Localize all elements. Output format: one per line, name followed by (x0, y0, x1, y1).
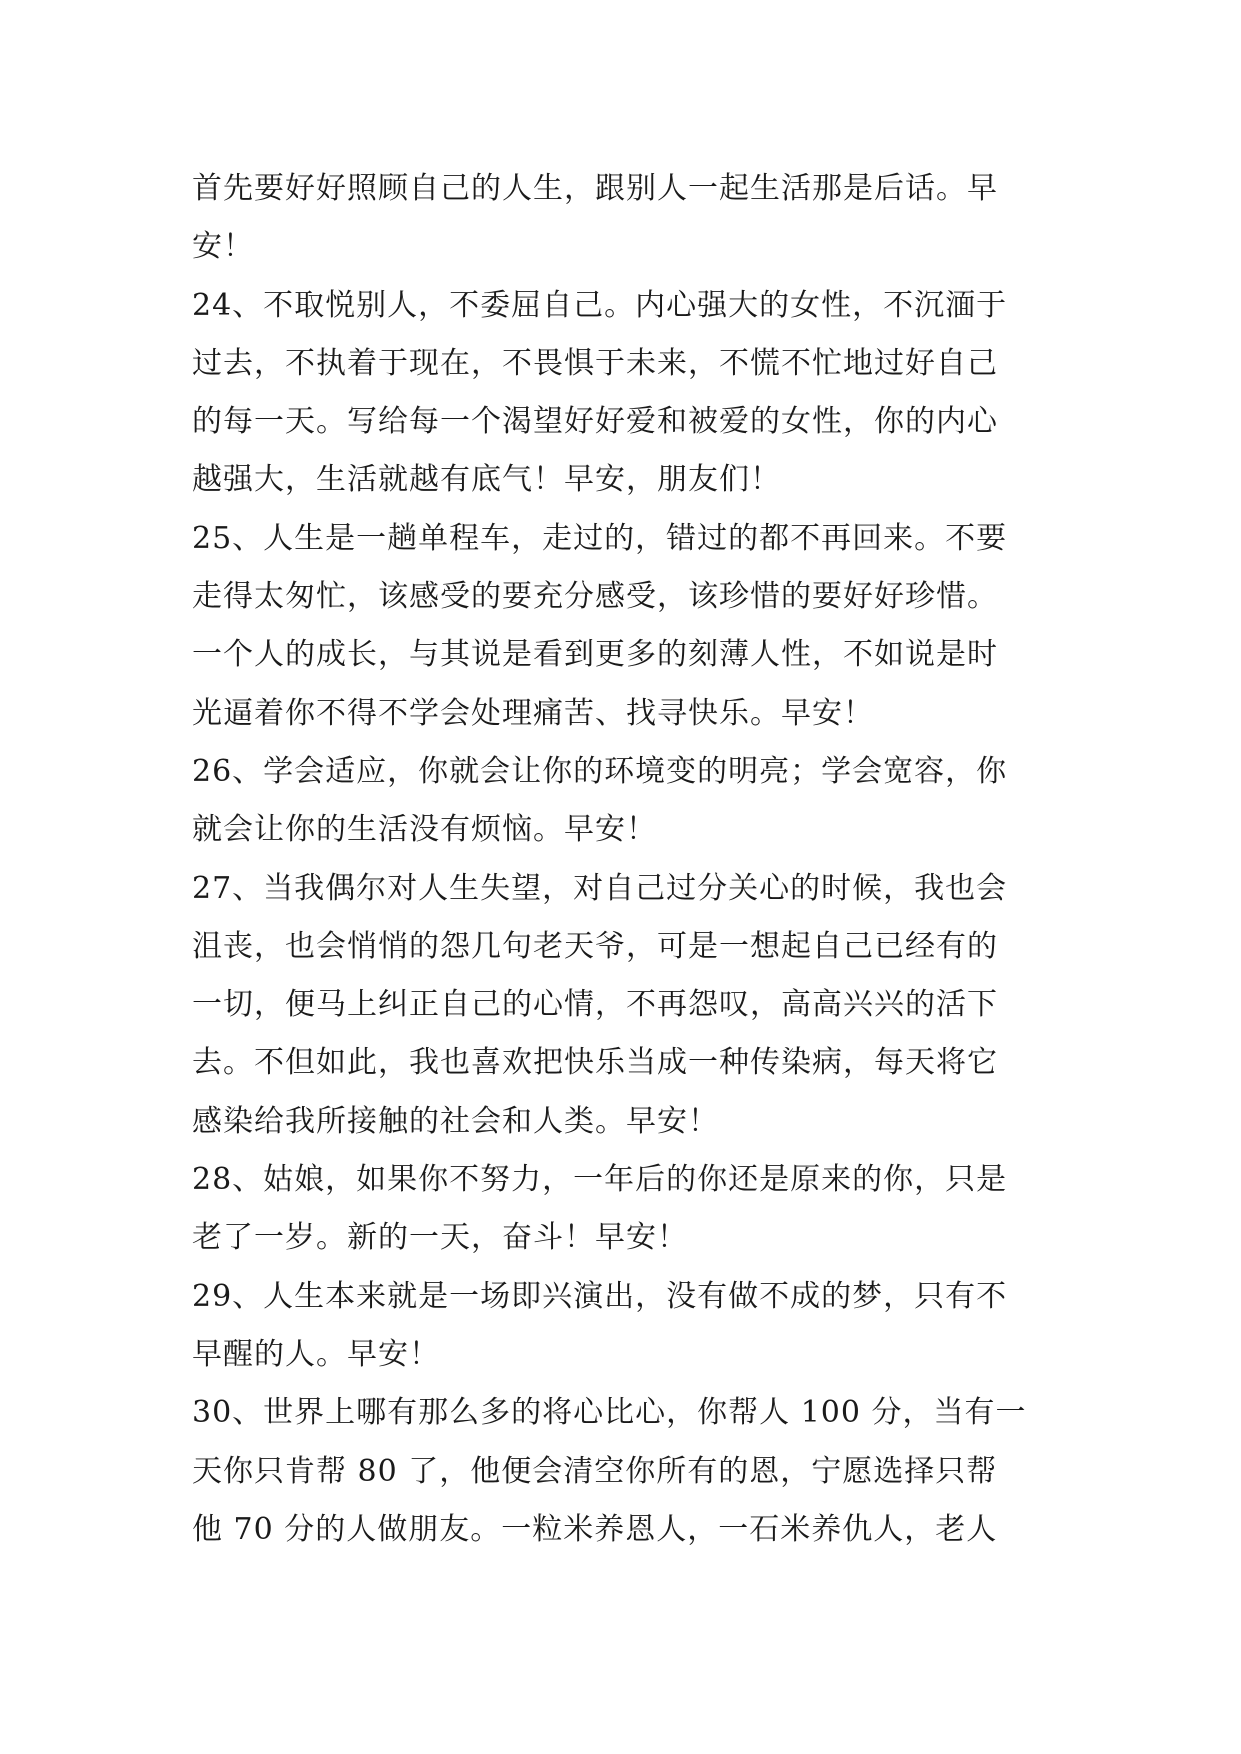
text-line: 29、人生本来就是一场即兴演出，没有做不成的梦，只有不 (192, 1278, 1008, 1314)
text-line: 早醒的人。早安！ (192, 1336, 440, 1372)
text-line: 首先要好好照顾自己的人生，跟别人一起生活那是后话。早 (192, 171, 998, 206)
text-line: 天你只肯帮 80 了，他便会清空你所有的恩，宁愿选择只帮 (192, 1453, 998, 1489)
text-line: 光逼着你不得不学会处理痛苦、找寻快乐。早安！ (192, 695, 874, 731)
text-line: 就会让你的生活没有烦恼。早安！ (192, 812, 657, 848)
text-line: 的每一天。写给每一个渴望好好爱和被爱的女性，你的内心 (192, 404, 998, 440)
text-line: 去。不但如此，我也喜欢把快乐当成一种传染病，每天将它 (192, 1045, 998, 1081)
text-line: 24、不取悦别人，不委屈自己。内心强大的女性，不沉湎于 (192, 287, 1008, 323)
text-line: 他 70 分的人做朋友。一粒米养恩人，一石米养仇人，老人 (192, 1511, 998, 1547)
text-line: 感染给我所接触的社会和人类。早安！ (192, 1103, 719, 1139)
text-line: 27、当我偶尔对人生失望，对自己过分关心的时候，我也会 (192, 870, 1008, 906)
text-line: 过去，不执着于现在，不畏惧于未来，不慌不忙地过好自己 (192, 345, 998, 381)
text-line: 一个人的成长，与其说是看到更多的刻薄人性，不如说是时 (192, 637, 998, 673)
text-line: 越强大，生活就越有底气！早安，朋友们！ (192, 462, 781, 498)
text-line: 走得太匆忙，该感受的要充分感受，该珍惜的要好好珍惜。 (192, 579, 998, 615)
text-line: 沮丧，也会悄悄的怨几句老天爷，可是一想起自己已经有的 (192, 928, 998, 964)
text-line: 26、学会适应，你就会让你的环境变的明亮；学会宽容，你 (192, 753, 1008, 789)
text-line: 老了一岁。新的一天，奋斗！早安！ (192, 1220, 688, 1256)
text-line: 28、姑娘，如果你不努力，一年后的你还是原来的你，只是 (192, 1162, 1008, 1198)
text-line: 一切，便马上纠正自己的心情，不再怨叹，高高兴兴的活下 (192, 987, 998, 1023)
document-body (192, 160, 1072, 1559)
text-line: 安！ (192, 229, 254, 265)
text-line: 30、世界上哪有那么多的将心比心，你帮人 100 分，当有一 (192, 1395, 1027, 1431)
text-line: 25、人生是一趟单程车，走过的，错过的都不再回来。不要 (192, 520, 1008, 556)
